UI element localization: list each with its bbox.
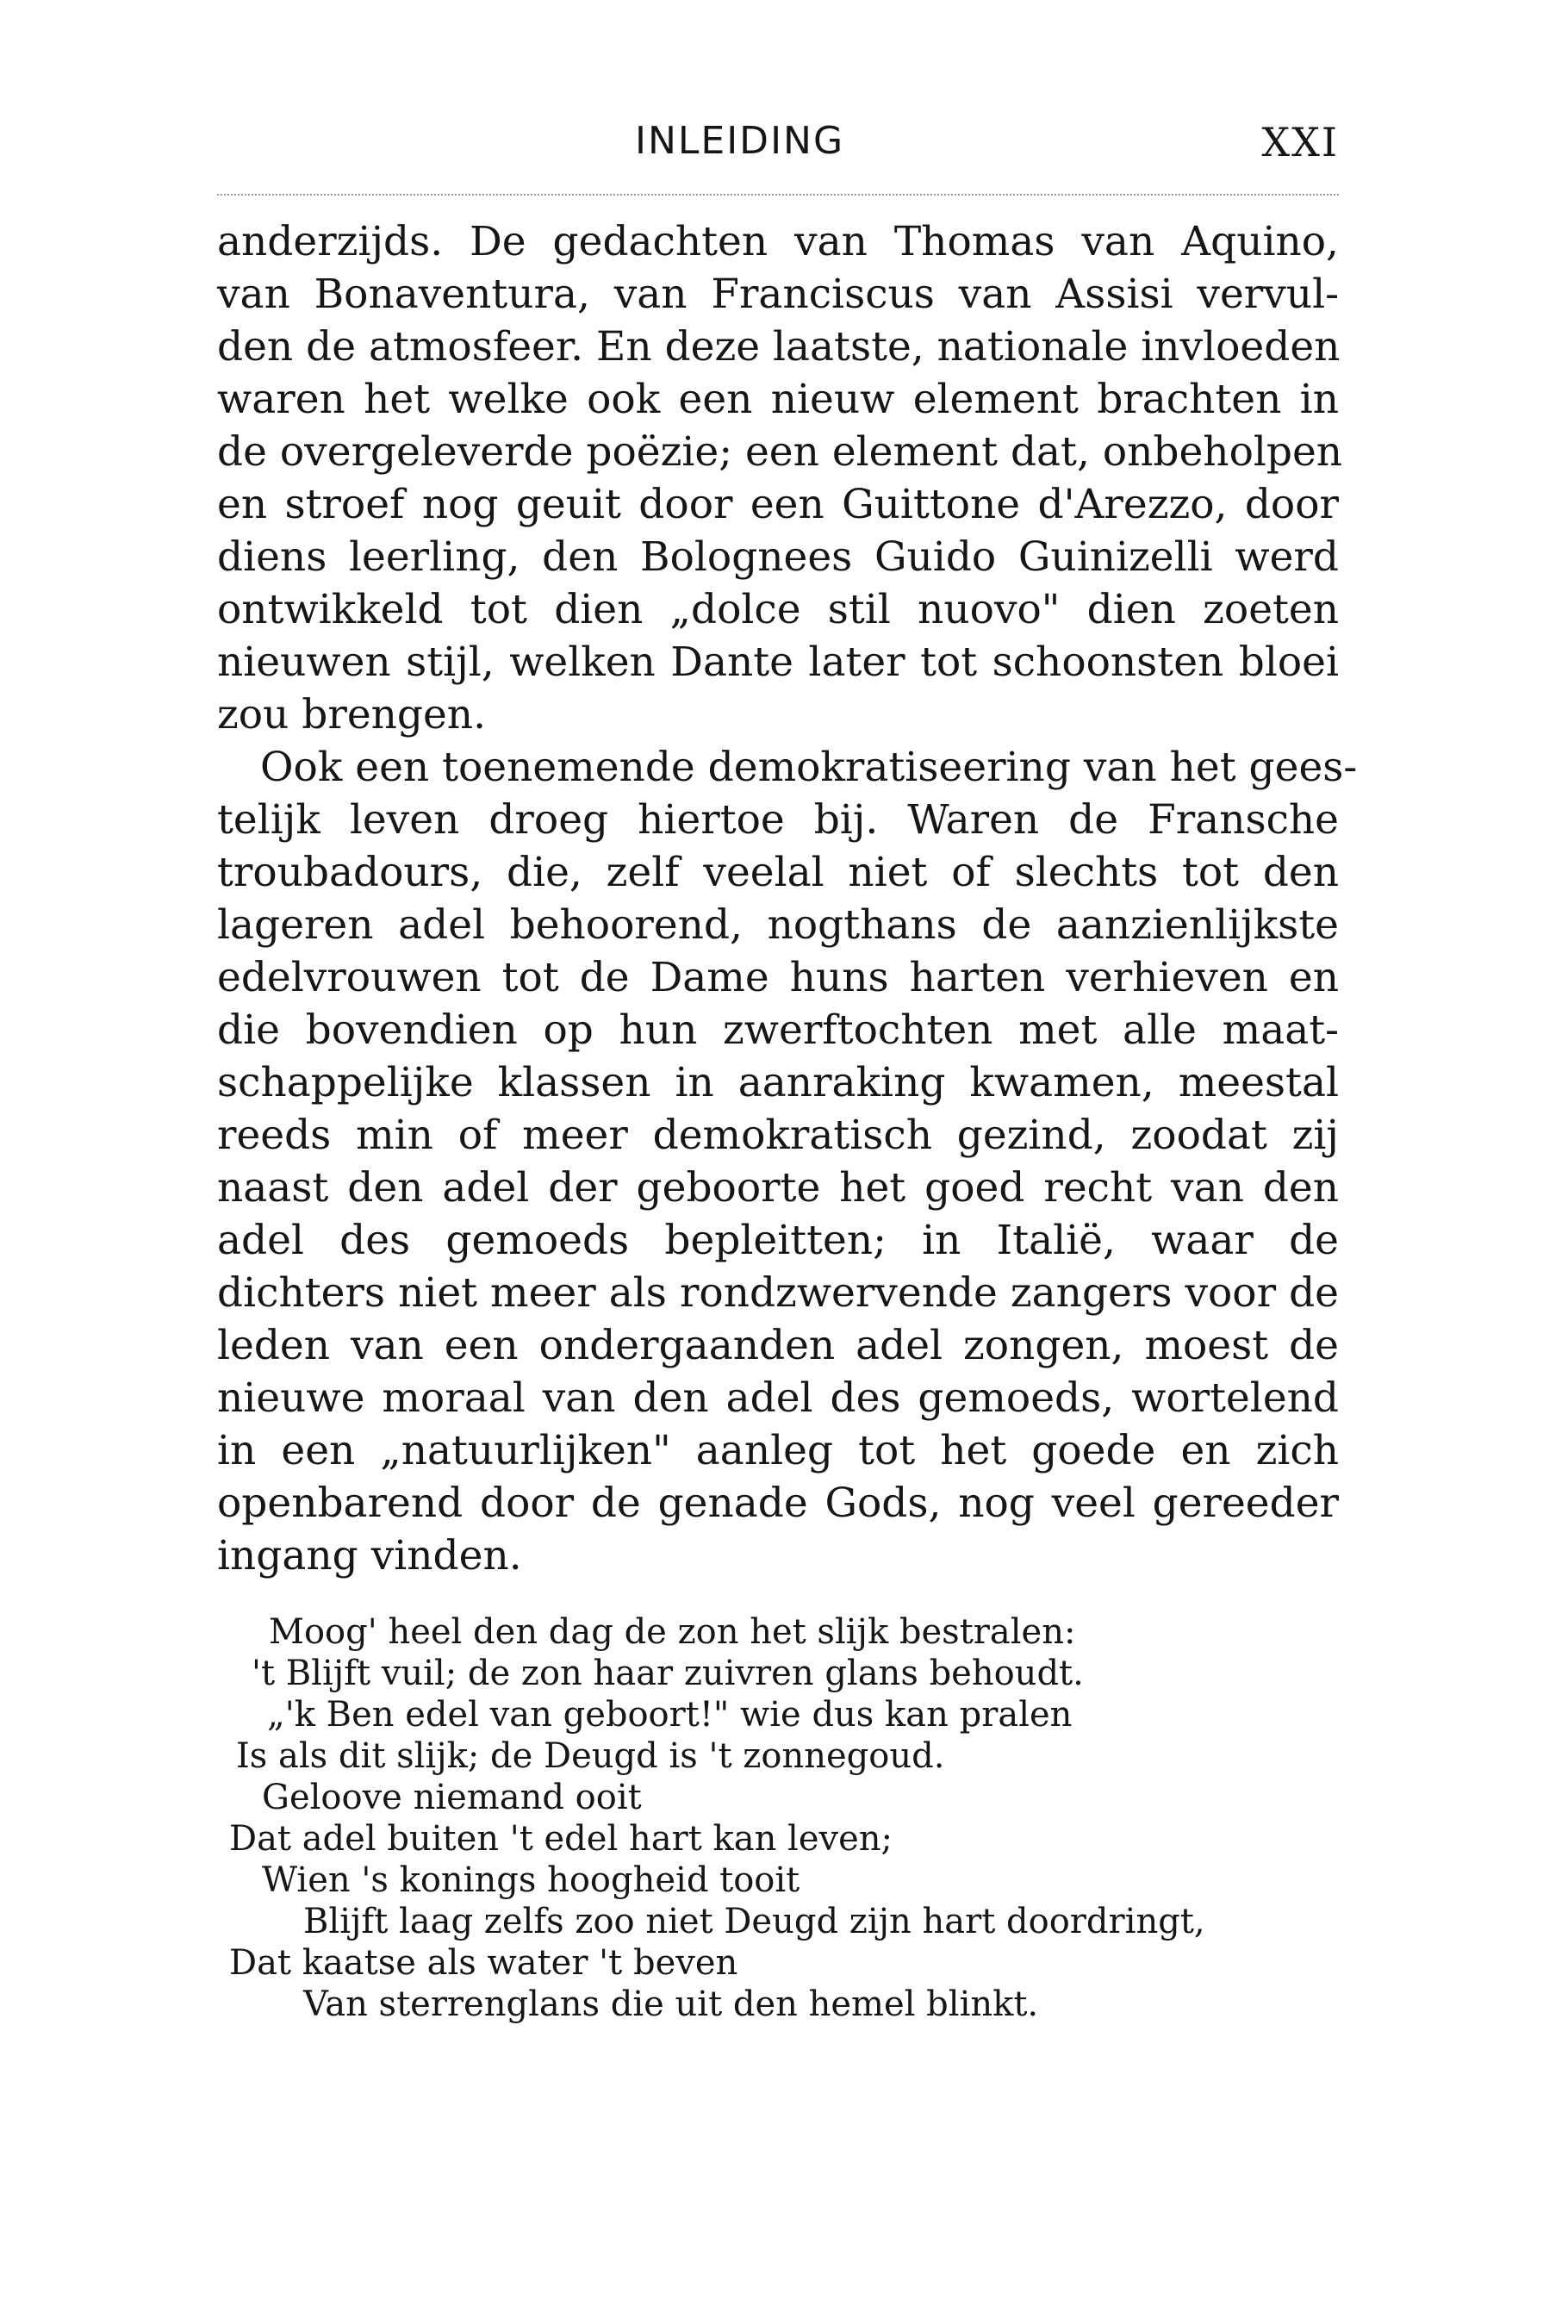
running-title: INLEIDING bbox=[635, 119, 845, 163]
verse-line: Blijft laag zelfs zoo niet Deugd zijn hart doordringt, bbox=[303, 1902, 1205, 1941]
verse-line: „'k Ben edel van geboort!" wie dus kan pralen bbox=[267, 1695, 1073, 1735]
verse-line: Moog' heel den dag de zon het slijk bestralen: bbox=[269, 1612, 1076, 1652]
text-line: den de atmosfeer. En deze laatste, nationale invloeden bbox=[217, 323, 1341, 371]
verse-line: Is als dit slijk; de Deugd is 't zonnegoud. bbox=[236, 1736, 945, 1776]
text-line: ingang vinden. bbox=[217, 1532, 522, 1579]
text-line: in een „natuurlijken" aanleg tot het goede en zich bbox=[217, 1427, 1339, 1474]
header-rule bbox=[217, 194, 1339, 196]
text-line: ontwikkeld tot dien „dolce stil nuovo" dien zoeten bbox=[217, 586, 1339, 633]
text-line: lageren adel behoorend, nogthans de aanzienlijkste bbox=[217, 901, 1339, 949]
poem-block bbox=[217, 1611, 1339, 2025]
text-line: de overgeleverde poëzie; een element dat, onbeholpen bbox=[217, 428, 1343, 476]
verse-line: Wien 's konings hoogheid tooit bbox=[262, 1860, 800, 1900]
text-line: die bovendien op hun zwerftochten met alle maat- bbox=[217, 1006, 1339, 1054]
body-text bbox=[217, 215, 1358, 1582]
verse-line: Dat adel buiten 't edel hart kan leven; bbox=[229, 1819, 893, 1859]
verse-line: 't Blijft vuil; de zon haar zuivren glans behoudt. bbox=[252, 1654, 1084, 1693]
page-number: XXI bbox=[1261, 119, 1339, 165]
text-line: leden van een ondergaanden adel zongen, moest de bbox=[217, 1322, 1339, 1369]
text-line: diens leerling, den Bolognees Guido Guinizelli werd bbox=[217, 533, 1339, 581]
text-line: nieuwe moraal van den adel des gemoeds, wortelend bbox=[217, 1374, 1339, 1422]
text-line: telijk leven droeg hiertoe bij. Waren de Fransche bbox=[217, 796, 1339, 844]
verse-line: Dat kaatse als water 't beven bbox=[229, 1943, 738, 1983]
text-line: edelvrouwen tot de Dame huns harten verhieven en bbox=[217, 954, 1339, 1001]
text-line: nieuwen stijl, welken Dante later tot schoonsten bloei bbox=[217, 639, 1339, 686]
text-line: dichters niet meer als rondzwervende zangers voor de bbox=[217, 1269, 1339, 1317]
text-line: zou brengen. bbox=[217, 691, 487, 738]
verse-line: Geloove niemand ooit bbox=[262, 1778, 642, 1817]
text-line: troubadours, die, zelf veelal niet of slechts tot den bbox=[217, 849, 1339, 896]
text-line: anderzijds. De gedachten van Thomas van Aquino, bbox=[217, 218, 1339, 265]
text-line: van Bonaventura, van Franciscus van Assisi vervul- bbox=[217, 271, 1339, 318]
text-line: adel des gemoeds bepleitten; in Italië, waar de bbox=[217, 1217, 1339, 1264]
text-line: openbarend door de genade Gods, nog veel gereeder bbox=[217, 1480, 1339, 1527]
text-line: waren het welke ook een nieuw element brachten in bbox=[217, 376, 1339, 423]
text-line: reeds min of meer demokratisch gezind, zoodat zij bbox=[217, 1112, 1339, 1159]
verse-line: Van sterrenglans die uit den hemel blinkt. bbox=[303, 1984, 1039, 2024]
text-line: Ook een toenemende demokratiseering van het gees- bbox=[260, 744, 1358, 791]
text-line: schappelijke klassen in aanraking kwamen, meestal bbox=[217, 1059, 1339, 1106]
running-header bbox=[217, 119, 1339, 171]
text-line: en stroef nog geuit door een Guittone d'Arezzo, door bbox=[217, 481, 1339, 528]
text-line: naast den adel der geboorte het goed recht van den bbox=[217, 1164, 1339, 1212]
